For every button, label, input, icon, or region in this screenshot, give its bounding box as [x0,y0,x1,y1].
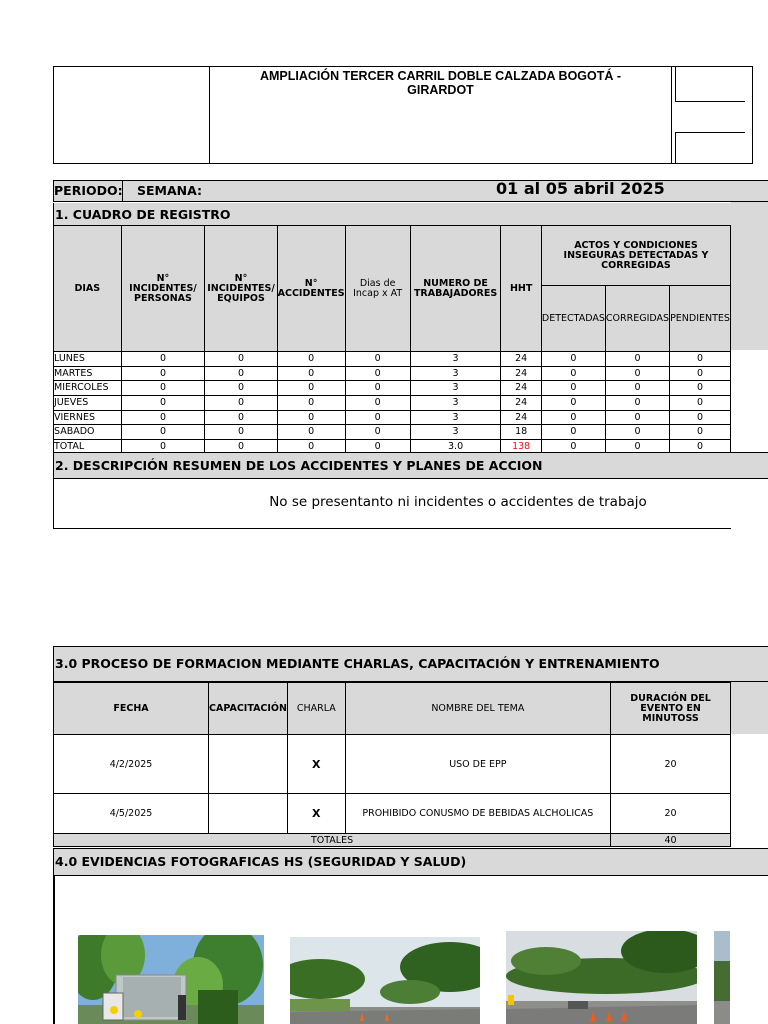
cell: 0 [345,396,410,411]
cell: 0 [277,440,345,455]
col-header-dias: DIAS [54,226,122,352]
fecha-cell: 4/2/2025 [54,735,209,794]
cell: 0 [277,410,345,425]
cell: 0 [345,425,410,440]
cell: 3 [410,410,501,425]
section-2-text: No se presentanto ni incidentes o accidentes de trabajo [269,494,647,510]
cell: 0 [541,425,605,440]
logo-cell [53,66,210,164]
capacitacion-cell [209,794,288,834]
cell: 3 [410,396,501,411]
cell: 0 [670,410,731,425]
cell: 3 [410,425,501,440]
cell: 0 [605,440,669,455]
cell: 24 [501,381,541,396]
tema-cell: PROHIBIDO CONUSMO DE BEBIDAS ALCHOLICAS [345,794,610,834]
cell: 0 [541,352,605,367]
evidence-photo-2 [290,937,480,1024]
cell: 0 [605,396,669,411]
cell: 0 [670,366,731,381]
cell: 0 [121,352,205,367]
day-cell: MIERCOLES [54,381,122,396]
project-title: AMPLIACIÓN TERCER CARRIL DOBLE CALZADA BOGOTÁ - GIRARDOT [210,66,672,164]
table-row [54,366,731,381]
day-cell: MARTES [54,366,122,381]
totales-row [54,834,731,847]
cell: 0 [121,366,205,381]
evidence-photo-3 [506,931,697,1024]
cell: 0 [205,381,277,396]
day-cell: JUEVES [54,396,122,411]
cell: 0 [121,425,205,440]
col-header-duracion: DURACIÓN DEL EVENTO EN MINUTOSS [611,683,731,735]
cell: 0 [277,352,345,367]
capacitacion-cell [209,735,288,794]
header-code-cell [675,66,745,102]
col-header-detectadas: DETECTADAS [541,286,605,352]
cell: 0 [605,381,669,396]
cell: 0 [605,425,669,440]
header-page-cell [675,132,745,164]
duracion-cell: 20 [611,794,731,834]
cell: 0 [605,352,669,367]
cell: 0 [121,381,205,396]
col-header-pendientes: PENDIENTES [670,286,731,352]
cell: 0 [205,396,277,411]
table-row [54,352,731,367]
registro-table [53,225,731,455]
cell: 0 [121,440,205,455]
cell: 0 [541,381,605,396]
evidence-photo-1 [78,935,264,1024]
cell: 0 [541,440,605,455]
cell: 3 [410,352,501,367]
semana-label: SEMANA: [137,183,203,198]
evidence-photo-4 [714,931,730,1024]
day-cell: VIERNES [54,410,122,425]
cell: 24 [501,396,541,411]
cell: 0 [277,425,345,440]
cell: 0 [345,366,410,381]
table-row [54,425,731,440]
duracion-cell: 20 [611,735,731,794]
col-header-accidentes: N° ACCIDENTES [277,226,345,352]
cell: 3 [410,381,501,396]
cell: 18 [501,425,541,440]
col-header-tema: NOMBRE DEL TEMA [345,683,610,735]
cell: 0 [121,396,205,411]
cell: 0 [605,410,669,425]
charla-cell: X [287,735,345,794]
section-1-title: 1. CUADRO DE REGISTRO [53,203,768,225]
cell: 0 [345,381,410,396]
totales-label: TOTALES [54,834,611,847]
table-row [54,381,731,396]
cell: 0 [205,425,277,440]
day-cell: LUNES [54,352,122,367]
cell: 0 [277,396,345,411]
col-header-charla: CHARLA [287,683,345,735]
section-3-title: 3.0 PROCESO DE FORMACION MEDIANTE CHARLAS, CAPACITACIÓN Y ENTRENAMIENTO [53,646,768,682]
cell: 0 [205,352,277,367]
section-4-border [53,876,55,1024]
cell: 0 [345,352,410,367]
cell: 24 [501,352,541,367]
hht-total-cell: 138 [501,440,541,455]
totales-value: 40 [611,834,731,847]
cell: 3 [410,366,501,381]
col-header-trabajadores: NUMERO DE TRABAJADORES [410,226,501,352]
cell: 0 [670,425,731,440]
col-header-actos: ACTOS Y CONDICIONES INSEGURAS DETECTADAS Y CORREGIDAS [541,226,730,286]
section-2-title: 2. DESCRIPCIÓN RESUMEN DE LOS ACCIDENTES Y PLANES DE ACCION [53,452,768,479]
col-header-fecha: FECHA [54,683,209,735]
cell: 3.0 [410,440,501,455]
col-header-incidentes-equipos: N° INCIDENTES/ EQUIPOS [205,226,277,352]
cell: 0 [670,352,731,367]
cell: 0 [205,440,277,455]
section-4-title: 4.0 EVIDENCIAS FOTOGRAFICAS HS (SEGURIDAD Y SALUD) [53,848,768,876]
date-range: 01 al 05 abril 2025 [496,179,665,198]
cell: 0 [670,440,731,455]
periodo-label: PERIODO: [53,181,123,202]
tema-cell: USO DE EPP [345,735,610,794]
table-row [54,794,731,834]
cell: 0 [205,410,277,425]
formacion-table [53,682,731,847]
cell: 24 [501,410,541,425]
fecha-cell: 4/5/2025 [54,794,209,834]
cell: 0 [670,381,731,396]
cell: 0 [541,410,605,425]
cell: 24 [501,366,541,381]
table-row [54,410,731,425]
cell: 0 [121,410,205,425]
cell: 0 [345,440,410,455]
col-header-capacitacion: CAPACITACIÓN [209,683,288,735]
cell: 0 [541,396,605,411]
day-cell: TOTAL [54,440,122,455]
cell: 0 [345,410,410,425]
cell: 0 [670,396,731,411]
col-header-dias-incap: Dias de Incap x AT [345,226,410,352]
table-row [54,396,731,411]
day-cell: SABADO [54,425,122,440]
cell: 0 [277,381,345,396]
cell: 0 [205,366,277,381]
col-header-hht: HHT [501,226,541,352]
col-header-corregidas: CORREGIDAS [605,286,669,352]
charla-cell: X [287,794,345,834]
cell: 0 [541,366,605,381]
table-row [54,735,731,794]
col-header-incidentes-personas: N° INCIDENTES/ PERSONAS [121,226,205,352]
cell: 0 [277,366,345,381]
gray-margin [731,682,768,734]
cell: 0 [605,366,669,381]
